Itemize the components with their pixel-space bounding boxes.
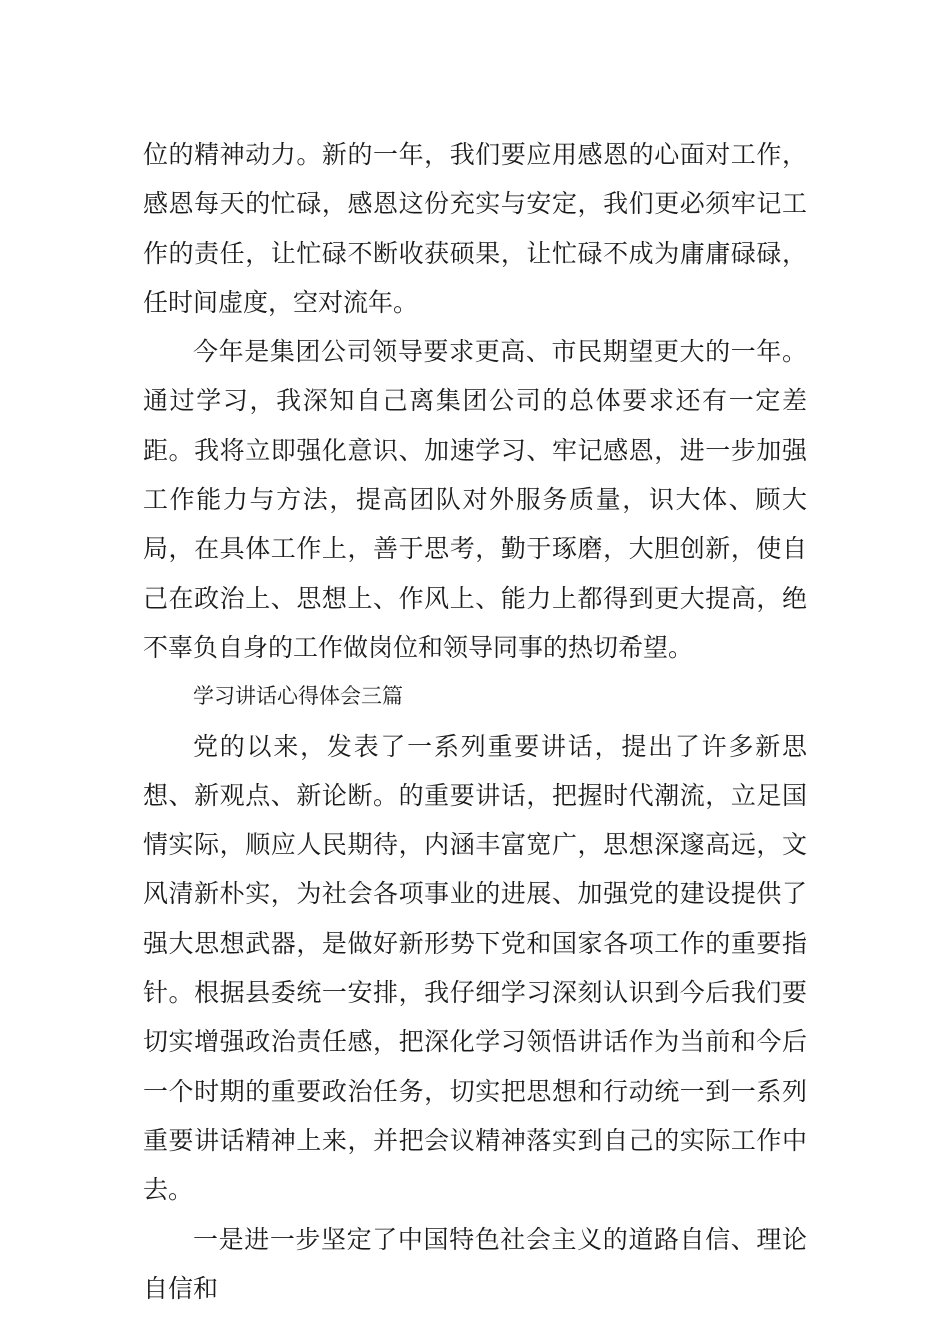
paragraph-first-point: 一是进一步坚定了中国特色社会主义的道路自信、理论自信和 bbox=[143, 1224, 807, 1303]
paragraph-annual-goals: 今年是集团公司领导要求更高、市民期望更大的一年。通过学习，我深知自己离集团公司的总体要求还有一定差距。我将立即强化意识、加速学习、牢记感恩，进一步加强工作能力与方法，提高团队对外服务质量，识大体、顾大局，在具体工作上，善于思考，勤于琢磨，大胆创新，使自己在政治上、思想上、作风上、能力上都得到更大提高，绝不辜负自身的工作做岗位和领导同事的热切希望。 bbox=[143, 337, 807, 662]
paragraph-continuation: 位的精神动力。新的一年，我们要应用感恩的心面对工作，感恩每天的忙碌，感恩这份充实与安定，我们更必须牢记工作的责任，让忙碌不断收获硕果，让忙碌不成为庸庸碌碌，任时间虚度，空对流年。 bbox=[143, 140, 807, 317]
paragraph-speech-study: 党的以来，发表了一系列重要讲话，提出了许多新思想、新观点、新论断。的重要讲话，把握时代潮流，立足国情实际，顺应人民期待，内涵丰富宽广，思想深邃高远，文风清新朴实，为社会各项事业的进展、加强党的建设提供了强大思想武器，是做好新形势下党和国家各项工作的重要指针。根据县委统一安排，我仔细学习深刻认识到今后我们要切实增强政治责任感，把深化学习领悟讲话作为当前和今后一个时期的重要政治任务，切实把思想和行动统一到一系列重要讲话精神上来，并把会议精神落实到自己的实际工作中去。 bbox=[143, 731, 807, 1205]
document-body bbox=[143, 130, 807, 1313]
section-heading: 学习讲话心得体会三篇 bbox=[193, 684, 403, 709]
